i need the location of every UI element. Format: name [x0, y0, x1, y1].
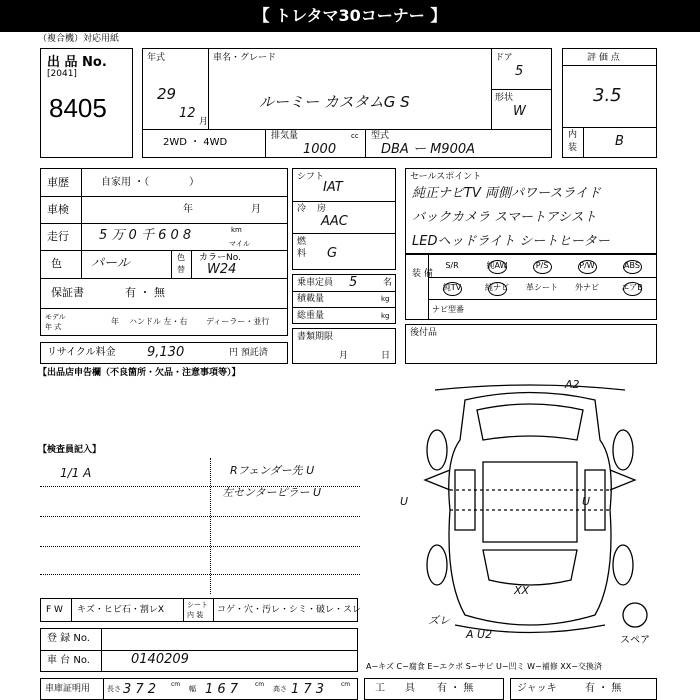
- load-label: 積載量: [297, 294, 325, 304]
- sales-points-box: [405, 168, 657, 254]
- dims-length-label: 長さ: [107, 685, 121, 693]
- doors-label: ドア: [495, 53, 513, 63]
- seat-label-2: 内 装: [187, 611, 204, 619]
- drive-options: 2WD ・ 4WD: [163, 137, 228, 148]
- fw-text: キズ・ヒビ石・割レX: [77, 605, 164, 615]
- fw-label: F W: [46, 605, 63, 615]
- equip-abs: ABS: [610, 259, 654, 273]
- model-year-label-1: モデル: [45, 313, 66, 321]
- mileage-km: km: [231, 226, 242, 234]
- warranty-label: 保証書: [51, 286, 84, 299]
- seat-text: コゲ・穴・汚レ・シミ・破レ・スレ: [217, 605, 362, 615]
- lot-label: 出 品 No.: [47, 55, 107, 70]
- jack-value: 有 ・ 無: [585, 683, 622, 694]
- lot-box: [40, 48, 133, 158]
- docs-day: 日: [381, 351, 391, 361]
- color-code-label: カラーNo.: [199, 253, 241, 263]
- inspector-note-right-1: Rフェンダー先 U: [230, 464, 315, 477]
- seat-label-1: シート: [187, 601, 208, 609]
- year-value: 29: [157, 85, 177, 103]
- history-value: 自家用 ・（ ）: [101, 177, 200, 188]
- month-value: 12: [179, 106, 196, 121]
- dims-unit-1: cm: [171, 681, 181, 688]
- gross-label: 総重量: [297, 311, 325, 321]
- damage-legend: A−キズ C−腐食 E−エクボ S−サビ U−凹ミ W−補修 XX−交換済: [366, 662, 602, 671]
- shift-value: IAT: [323, 180, 343, 195]
- diagram-mark-au2: A U2: [466, 628, 493, 641]
- ac-value: AAC: [321, 214, 348, 229]
- tools-label: 工 具: [375, 683, 415, 694]
- inspector-label: 【検査員記入】: [38, 445, 102, 455]
- tools-value: 有 ・ 無: [437, 683, 474, 694]
- tools-box: [364, 678, 504, 700]
- interior-label-2: 装: [568, 143, 578, 153]
- equip-leather: 革シート: [526, 283, 558, 292]
- handle-text: ハンドル 左・右: [129, 317, 188, 326]
- type-label: 型式: [371, 131, 390, 141]
- lot-sub: [2041]: [47, 69, 77, 79]
- model-label: 車名・グレード: [213, 53, 277, 63]
- registration-box: [40, 628, 358, 672]
- dims-unit-2: cm: [255, 681, 265, 688]
- capacity-unit: 名: [383, 278, 393, 288]
- inspector-area: [40, 458, 360, 594]
- jack-label: ジャッキ: [517, 683, 557, 694]
- equip-ext-navi: 外ナビ: [575, 283, 599, 292]
- equipment-box: [405, 254, 657, 320]
- mileage-mile: マイル: [229, 240, 250, 248]
- jack-box: [510, 678, 657, 700]
- equip-pw: P/W: [565, 259, 609, 273]
- equip-sr: S/R: [445, 261, 459, 270]
- displacement-label: 排気量: [271, 131, 299, 141]
- interior-value: B: [615, 134, 624, 149]
- capacity-box: [292, 274, 396, 324]
- shape-value: W: [513, 104, 526, 119]
- gross-unit: kg: [381, 312, 390, 320]
- score-box: [562, 48, 657, 158]
- color-value: パール: [91, 256, 130, 271]
- seller-notes-label: 【出品店申告欄（不良箇所・欠品・注意事項等）】: [38, 368, 241, 378]
- model-year-label-2: 年 式: [45, 323, 62, 331]
- month-unit: 月: [199, 117, 209, 127]
- recycle-unit: 円 預託済: [229, 348, 268, 358]
- history-label: 車歴: [47, 176, 69, 189]
- dims-width: 1 6 7: [205, 682, 239, 697]
- dims-width-label: 幅: [189, 685, 196, 693]
- equip-ps: P/S: [520, 259, 564, 273]
- color-code-value: W24: [207, 262, 237, 277]
- car-diagram: [395, 380, 665, 650]
- vehicle-info-box: [142, 48, 552, 158]
- diagram-mark-u-left: U: [400, 495, 409, 508]
- docs-box: [292, 328, 396, 364]
- inspection-month: 月: [251, 204, 261, 215]
- dims-length: 3 7 2: [123, 682, 157, 697]
- warranty-value: 有 ・ 無: [125, 286, 165, 299]
- diagram-mark-zure: ズレ: [428, 614, 450, 627]
- shift-label: シフト: [297, 172, 325, 182]
- ac-label-2: 房: [317, 204, 327, 214]
- model-value: ルーミー カスタムG S: [259, 93, 410, 111]
- capacity-value: 5: [349, 275, 358, 290]
- diagram-mark-u-right: U: [582, 495, 591, 508]
- recycle-label: リサイクル料金: [47, 347, 116, 358]
- load-unit: kg: [381, 295, 390, 303]
- interior-label-1: 内: [568, 130, 578, 140]
- dims-height-label: 高さ: [273, 685, 287, 693]
- sales-point-line-1: 純正ナビTV 両側パワースライド: [412, 186, 601, 201]
- chassis-label: 車 台 No.: [47, 655, 90, 666]
- shape-label: 形状: [495, 93, 514, 103]
- vehicle-detail-box: [40, 168, 288, 336]
- mileage-label: 走行: [47, 230, 69, 243]
- dims-label: 車庫証明用: [45, 684, 91, 694]
- recycle-box: [40, 342, 288, 364]
- color-label: 色: [51, 257, 62, 270]
- dims-unit-3: cm: [341, 681, 351, 688]
- color-change-2: 替: [177, 265, 185, 274]
- fuel-value: G: [327, 246, 338, 261]
- color-change-1: 色: [177, 253, 185, 262]
- page-title: 【 トレタマ30コーナー 】: [0, 0, 700, 32]
- score-value: 3.5: [593, 85, 622, 106]
- equipment-label: 装 備: [412, 269, 433, 279]
- lot-number: 8405: [49, 93, 107, 123]
- equip-navi: 純ナビ: [475, 281, 519, 295]
- capacity-label: 乗車定員: [297, 278, 334, 288]
- inspection-year: 年: [183, 204, 193, 215]
- diagram-mark-a2: A2: [565, 378, 580, 391]
- spec-box: [292, 168, 396, 270]
- type-value: DBA ー M900A: [381, 142, 476, 157]
- equip-tv: 純TV: [430, 281, 474, 295]
- docs-month: 月: [339, 351, 349, 361]
- fuel-label-2: 料: [297, 249, 307, 259]
- form-type-note: （複合機）対応用紙: [38, 34, 120, 44]
- dims-height: 1 7 3: [291, 682, 325, 697]
- model-year-year: 年: [111, 317, 119, 326]
- dealer-text: ディーラー・並行: [206, 317, 270, 326]
- mileage-value: 5 万 0 千 6 0 8: [99, 228, 192, 243]
- fw-box: [40, 598, 362, 622]
- registration-label: 登 録 No.: [47, 633, 90, 644]
- spare-label: スペア: [620, 635, 650, 646]
- equip-aw: 純AW: [475, 259, 519, 273]
- navi-model-label: ナビ型番: [432, 305, 464, 314]
- equip-airbag: エアB: [610, 281, 654, 295]
- ac-label-1: 冷: [297, 204, 307, 214]
- sales-point-line-2: バックカメラ スマートアシスト: [412, 210, 597, 225]
- aftermarket-label: 後付品: [410, 328, 438, 338]
- displacement-value: 1000: [303, 142, 337, 157]
- inspector-note-right-2: 左センターピラー U: [222, 486, 322, 499]
- fuel-label-1: 燃: [297, 237, 307, 247]
- inspection-label: 車検: [47, 203, 69, 216]
- sales-point-line-3: LEDヘッドライト シートヒーター: [412, 234, 610, 249]
- score-label: 評 価 点: [587, 53, 620, 63]
- chassis-value: 0140209: [131, 652, 189, 667]
- sales-points-label: セールスポイント: [410, 172, 482, 182]
- recycle-value: 9,130: [147, 345, 185, 360]
- displacement-unit: cc: [351, 132, 359, 140]
- dimensions-box: [40, 678, 358, 700]
- docs-label: 書類期限: [297, 332, 334, 342]
- inspector-note-left: 1/1 A: [60, 466, 92, 480]
- doors-value: 5: [515, 64, 524, 79]
- diagram-mark-xx: XX: [514, 584, 530, 597]
- year-label: 年式: [147, 53, 166, 63]
- aftermarket-box: [405, 324, 657, 364]
